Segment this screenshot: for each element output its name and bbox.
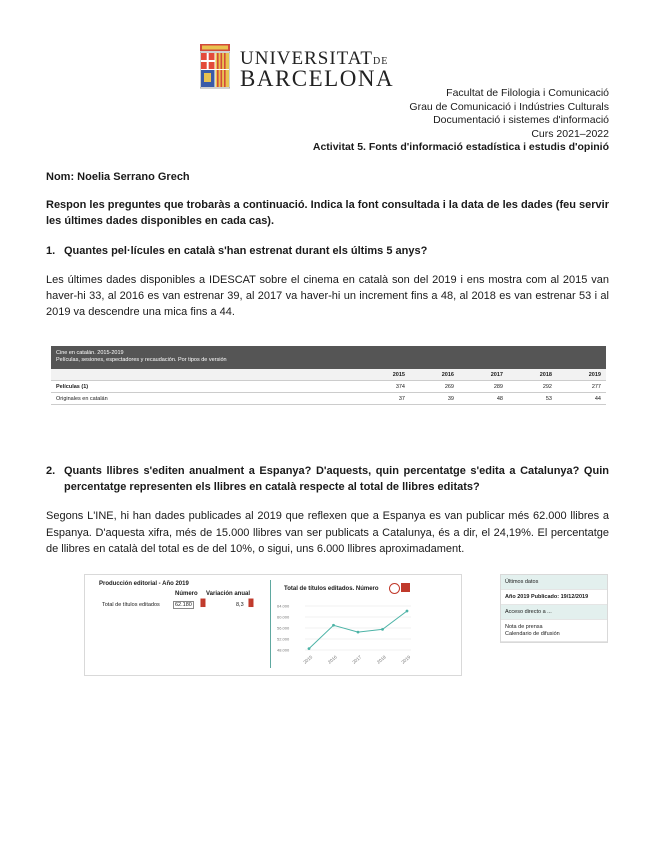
table-header-row: [51, 369, 606, 381]
idescat-table-screenshot: [51, 346, 606, 405]
university-shield-logo: [200, 44, 230, 90]
table-cell: 48: [459, 393, 508, 405]
x-tick-label: 2017: [351, 654, 363, 665]
course-line: Documentació i sistemes d'informació: [433, 114, 609, 126]
chart-title: Total de títulos editados. Número: [284, 586, 379, 592]
year-cell: 2018: [508, 369, 557, 381]
year-cell: 2016: [410, 369, 459, 381]
x-tick-label: 2016: [326, 654, 338, 665]
answer-1: Les últimes dades disponibles a IDESCAT sobre el cinema en català son del 2019 i ens mostra com al 2015 van haver-hi 33, al 2016 es van estrenar 39, al 2017 va haver-hi un increment fins a 48, al 2018 es van estrenar 53 i al 2019 va descendre una mica fins a 44.: [46, 274, 609, 318]
ine-row-label: Total de títulos editados: [102, 602, 160, 608]
idescat-table-title: Cine en catalán. 2015-2019: [56, 350, 124, 356]
bar-chart-icon[interactable]: ▐▌: [198, 600, 208, 607]
idescat-table-subtitle: Películas, sesiones, espectadores y recaudación. Por tipos de versión: [56, 357, 227, 363]
latest-data-value: Año 2019 Publicado: 19/12/2019: [501, 590, 607, 605]
idescat-table-header: [51, 346, 606, 369]
download-icon[interactable]: [389, 583, 400, 594]
data-point: [406, 610, 409, 613]
data-point: [357, 631, 360, 634]
ine-row-variation: 8,3: [236, 602, 244, 608]
line-chart: [275, 598, 425, 670]
activity-title: Activitat 5. Fonts d'informació estadística i estudis d'opinió: [312, 141, 609, 153]
year-cell: 2017: [459, 369, 508, 381]
year-cell: 2015: [361, 369, 410, 381]
question-2: [46, 463, 609, 495]
bar-chart-icon[interactable]: ▐▌: [246, 600, 256, 607]
x-tick-label: 2015: [302, 654, 314, 665]
x-tick-label: 2019: [400, 654, 412, 665]
logo-barcelona-text: BARCELONA: [240, 66, 395, 91]
question-1-text: Quantes pel·lícules en català s'han estrenat durant els últims 5 anys?: [64, 245, 428, 257]
question-2-text: Quants llibres s'editen anualment a Espanya? D'aquests, quin percentatge s'edita a Catalunya? Quin percentatge representen els llibres en català respecte al total de llibres editats?: [64, 465, 609, 493]
question-1-number: 1.: [46, 245, 56, 257]
degree-line: Grau de Comunicació i Indústries Culturals: [409, 100, 609, 113]
y-tick-label: 48.000: [277, 647, 290, 653]
table-icon[interactable]: [401, 583, 410, 592]
table-row: [51, 381, 606, 393]
ine-side-panel: [500, 574, 608, 643]
table-cell: 269: [410, 381, 459, 393]
direct-access-label: Acceso directo a ...: [501, 605, 607, 620]
faculty-line: Facultat de Filologia i Comunicació: [446, 87, 609, 99]
idescat-data-table: [51, 369, 606, 405]
y-tick-label: 64.000: [277, 603, 290, 609]
table-cell: 53: [508, 393, 557, 405]
table-cell: 374: [361, 381, 410, 393]
data-point: [332, 624, 335, 627]
y-tick-label: 56.000: [277, 625, 290, 631]
year-cell: 2019: [557, 369, 606, 381]
question-2-number: 2.: [46, 465, 56, 477]
x-tick-label: 2018: [375, 654, 387, 665]
logo-university-text: UNIVERSITATDE: [240, 48, 389, 69]
data-point: [308, 647, 311, 650]
calendar-link[interactable]: Calendario de difusión: [501, 631, 607, 642]
table-cell: 292: [508, 381, 557, 393]
table-cell: 44: [557, 393, 606, 405]
table-cell: 37: [361, 393, 410, 405]
data-point: [381, 628, 384, 631]
student-name: Nom: Noelia Serrano Grech: [46, 171, 190, 183]
latest-data-label: Últimos datos: [501, 575, 607, 590]
press-release-link[interactable]: Nota de prensa: [505, 624, 543, 630]
year-line: Curs 2021–2022: [531, 127, 609, 140]
table-cell: 277: [557, 381, 606, 393]
y-tick-label: 60.000: [277, 614, 290, 620]
ine-col-variation: Variación anual: [206, 591, 251, 597]
instructions: Respon les preguntes que trobaràs a continuació. Indica la font consultada i la data de les dades (feu servir les últimes dades disponibles en cada cas).: [46, 199, 609, 227]
row-label: Películas (1): [51, 381, 361, 393]
ine-col-number: Número: [175, 591, 198, 597]
series-line: [309, 611, 407, 649]
table-cell: 289: [459, 381, 508, 393]
table-cell: 39: [410, 393, 459, 405]
ine-panel-title: Producción editorial - Año 2019: [99, 581, 189, 587]
document-header: [313, 87, 609, 155]
table-row: [51, 393, 606, 405]
ine-row-value: 62.180: [175, 602, 192, 608]
y-tick-label: 52.000: [277, 636, 290, 642]
answer-2: Segons L'INE, hi han dades publicades al 2019 que reflexen que a Espanya es van publicar més 62.000 llibres a Espanya. D'aquesta xifra, més de 15.000 llibres van ser publicats a Catalunya, és a dir, el 24,19%. El percentatge de llibres en català del total es de del 10%, o sigui, uns 6.000 llibres aproximadament.: [46, 510, 609, 555]
row-label: Originales en catalán: [51, 393, 361, 405]
ine-separator: [270, 580, 271, 668]
question-1: [46, 243, 609, 259]
